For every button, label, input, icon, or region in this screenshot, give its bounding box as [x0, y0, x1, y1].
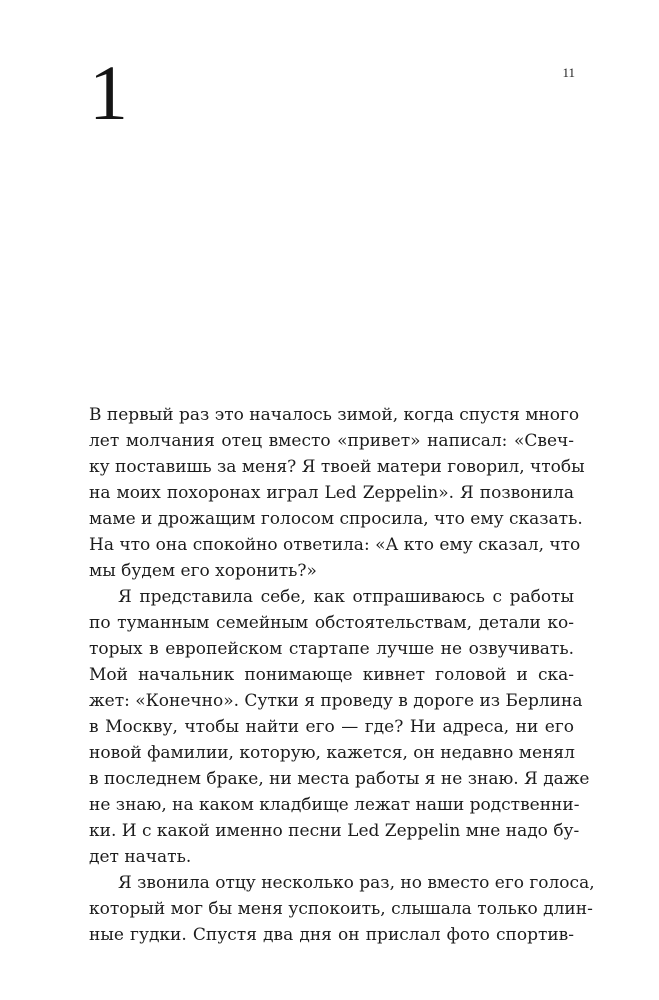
text-line: торых в европейском стартапе лучше не озвучивать.	[89, 639, 574, 659]
text-line: маме и дрожащим голосом спросила, что ему сказать.	[89, 509, 583, 529]
text-line: Мой начальник понимающе кивнет головой и ска-	[89, 665, 574, 685]
text-line: на моих похоронах играл Led Zeppelin». Я позвонила	[89, 483, 574, 503]
text-line: На что она спокойно ответила: «А кто ему сказал, что	[89, 535, 581, 555]
chapter-number: 1	[89, 49, 128, 136]
body-text	[89, 402, 595, 948]
text-line: ные гудки. Спустя два дня он прислал фото спортив-	[89, 925, 574, 945]
text-line: мы будем его хоронить?»	[89, 561, 317, 581]
text-line: по туманным семейным обстоятельствам, детали ко-	[89, 613, 574, 633]
text-line: жет: «Конечно». Сутки я проведу в дороге из Берлина	[89, 691, 583, 711]
text-line: В первый раз это началось зимой, когда спустя много	[89, 405, 580, 425]
text-line: который мог бы меня успокоить, слышала только длин-	[89, 899, 593, 919]
text-line: Я звонила отцу несколько раз, но вместо его голоса,	[118, 873, 595, 893]
text-line: дет начать.	[89, 847, 192, 867]
page-number: 11	[562, 65, 575, 80]
text-line: Я представила себе, как отпрашиваюсь с работы	[118, 587, 574, 607]
text-line: ки. И с какой именно песни Led Zeppelin мне надо бу-	[89, 821, 580, 841]
text-line: не знаю, на каком кладбище лежат наши родственни-	[89, 795, 580, 815]
text-line: в последнем браке, ни места работы я не знаю. Я даже	[89, 769, 590, 789]
text-line: новой фамилии, которую, кажется, он недавно менял	[89, 743, 575, 763]
text-line: лет молчания отец вместо «привет» написал: «Свеч-	[89, 431, 574, 451]
text-line: в Москву, чтобы найти его — где? Ни адреса, ни его	[89, 717, 574, 737]
text-line: ку поставишь за меня? Я твоей матери говорил, чтобы	[89, 457, 585, 477]
